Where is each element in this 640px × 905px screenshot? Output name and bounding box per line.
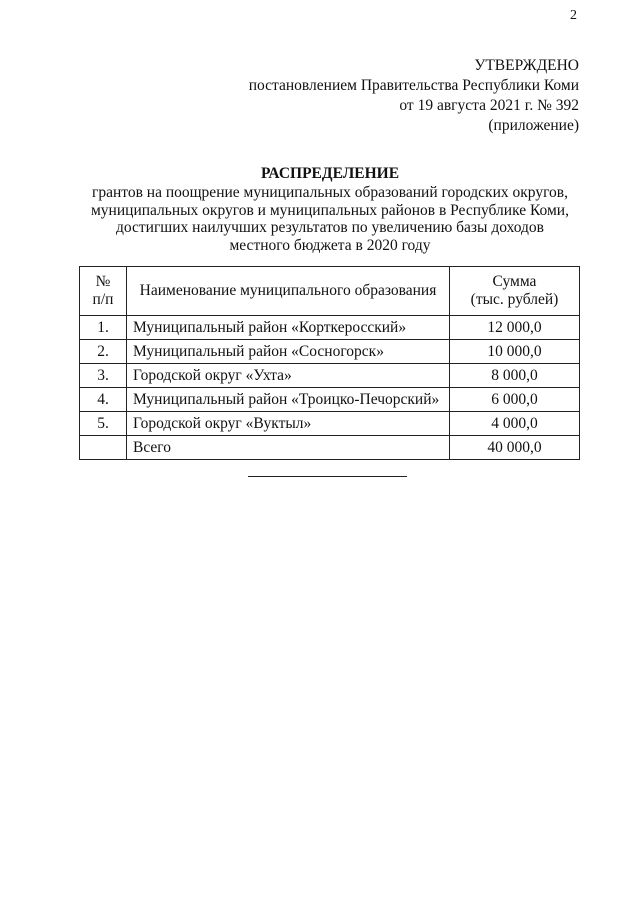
approval-title: УТВЕРЖДЕНО: [474, 57, 579, 74]
header-sum: Сумма (тыс. рублей): [450, 267, 580, 316]
row-sum: 6 000,0: [450, 388, 580, 412]
approval-date: от 19 августа 2021 г. № 392: [399, 97, 579, 114]
document-title: РАСПРЕДЕЛЕНИЕ: [260, 165, 400, 182]
approval-note: (приложение): [488, 117, 579, 134]
document-subtitle-line: местного бюджета в 2020 году: [229, 236, 431, 254]
row-sum: 10 000,0: [450, 340, 580, 364]
grants-table: [79, 266, 580, 460]
row-number: 5.: [80, 412, 127, 436]
row-name: Муниципальный район «Сосногорск»: [127, 340, 450, 364]
document-subtitle-line: достигших наилучших результатов по увеличению базы доходов: [115, 219, 544, 236]
row-number: 3.: [80, 364, 127, 388]
header-name: Наименование муниципального образования: [127, 267, 450, 316]
table-row: [80, 316, 580, 340]
table-row: [80, 340, 580, 364]
row-sum: 4 000,0: [450, 412, 580, 436]
document-subtitle-line: грантов на поощрение муниципальных образований городских округов,: [91, 184, 569, 201]
header-number: № п/п: [80, 267, 127, 316]
row-sum: 8 000,0: [450, 364, 580, 388]
page-number: 2: [570, 8, 577, 23]
approval-issuer: постановлением Правительства Республики Коми: [248, 77, 579, 94]
approval-stamp: [249, 56, 579, 136]
total-number: [80, 436, 127, 460]
row-sum: 12 000,0: [450, 316, 580, 340]
row-number: 1.: [80, 316, 127, 340]
table-row: [80, 388, 580, 412]
document-subtitle-line: муниципальных округов и муниципальных районов в Республике Коми,: [91, 201, 569, 219]
row-name: Городской округ «Вуктыл»: [127, 412, 450, 436]
table-header-row: [80, 267, 580, 316]
row-number: 2.: [80, 340, 127, 364]
row-name: Муниципальный район «Корткеросский»: [127, 316, 450, 340]
table-total-row: [80, 436, 580, 460]
table-row: [80, 364, 580, 388]
row-name: Городской округ «Ухта»: [127, 364, 450, 388]
table-row: [80, 412, 580, 436]
row-name: Муниципальный район «Троицко-Печорский»: [127, 388, 450, 412]
end-separator-line: [248, 476, 407, 477]
total-sum: 40 000,0: [450, 436, 580, 460]
total-label: Всего: [127, 436, 450, 460]
row-number: 4.: [80, 388, 127, 412]
document-heading: [60, 164, 600, 254]
